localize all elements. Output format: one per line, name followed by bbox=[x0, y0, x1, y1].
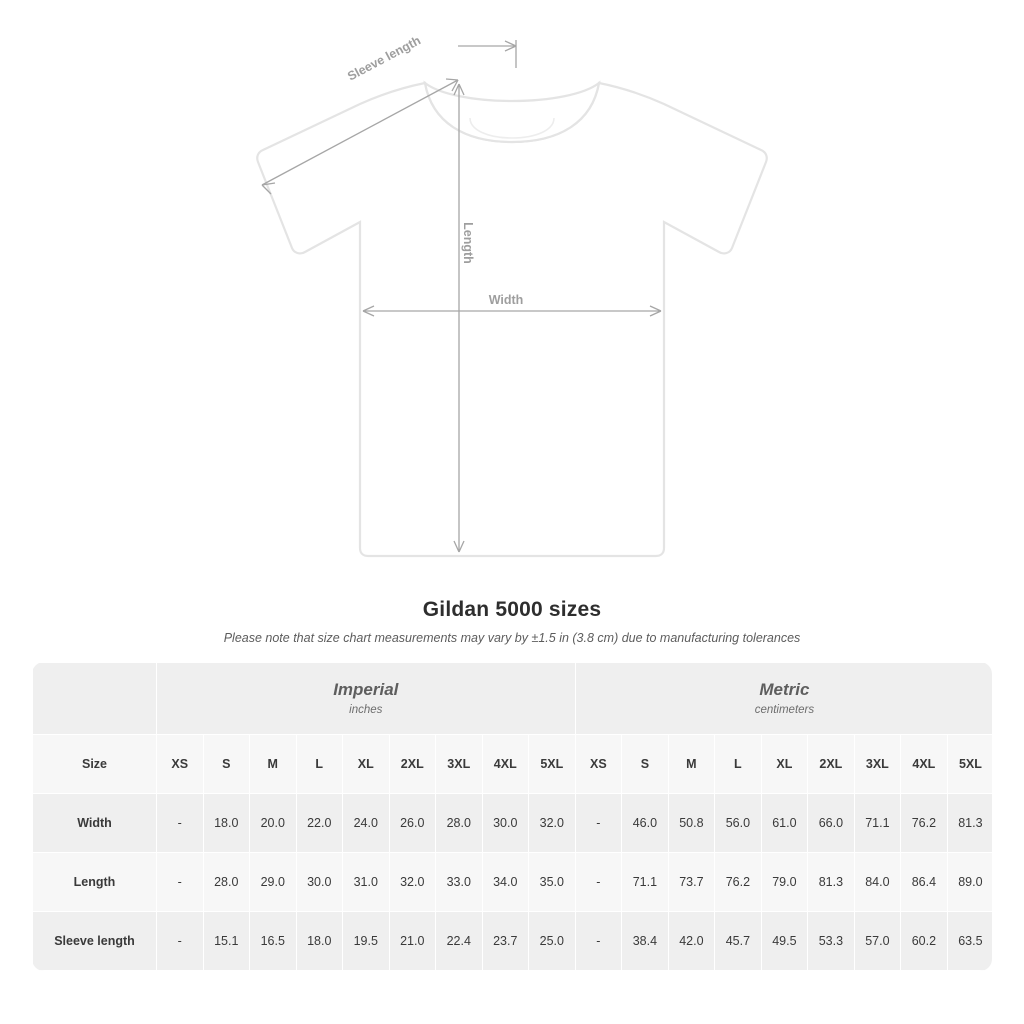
system-metric bbox=[575, 663, 992, 735]
cell-length-metric-4xl: 86.4 bbox=[901, 853, 948, 912]
size-table bbox=[32, 662, 992, 971]
cell-length-imperial-l: 30.0 bbox=[296, 853, 343, 912]
cell-width-imperial-2xl: 26.0 bbox=[389, 794, 436, 853]
cell-sleeve-metric-3xl: 57.0 bbox=[854, 912, 901, 971]
tolerance-note: Please note that size chart measurements may vary by ±1.5 in (3.8 cm) due to manufacturing tolerances bbox=[223, 631, 801, 645]
cell-sleeve-imperial-4xl: 23.7 bbox=[482, 912, 529, 971]
col-head-metric-s: S bbox=[622, 735, 669, 794]
cell-sleeve-imperial-l: 18.0 bbox=[296, 912, 343, 971]
cell-sleeve-imperial-s: 15.1 bbox=[203, 912, 250, 971]
col-head-metric-4xl: 4XL bbox=[901, 735, 948, 794]
col-head-imperial-2xl: 2XL bbox=[389, 735, 436, 794]
col-head-metric-xs: XS bbox=[575, 735, 622, 794]
col-head-imperial-m: M bbox=[250, 735, 297, 794]
cell-length-metric-m: 73.7 bbox=[668, 853, 715, 912]
cell-sleeve-imperial-xl: 19.5 bbox=[343, 912, 390, 971]
cell-sleeve-imperial-2xl: 21.0 bbox=[389, 912, 436, 971]
size-table-wrapper bbox=[32, 662, 992, 971]
col-head-imperial-s: S bbox=[203, 735, 250, 794]
length-label: Length bbox=[461, 222, 475, 264]
system-metric-name: Metric bbox=[759, 680, 810, 700]
cell-width-metric-xl: 61.0 bbox=[761, 794, 808, 853]
cell-width-metric-3xl: 71.1 bbox=[854, 794, 901, 853]
col-head-imperial-xs: XS bbox=[157, 735, 204, 794]
page-title: Gildan 5000 sizes bbox=[422, 598, 602, 621]
size-header-cell: Size bbox=[33, 735, 157, 794]
table-row bbox=[33, 912, 993, 971]
cell-width-imperial-5xl: 32.0 bbox=[529, 794, 576, 853]
cell-sleeve-metric-m: 42.0 bbox=[668, 912, 715, 971]
cell-sleeve-metric-s: 38.4 bbox=[622, 912, 669, 971]
cell-length-imperial-s: 28.0 bbox=[203, 853, 250, 912]
cell-width-imperial-xs: - bbox=[157, 794, 204, 853]
cell-sleeve-imperial-3xl: 22.4 bbox=[436, 912, 483, 971]
table-row bbox=[33, 853, 993, 912]
cell-length-imperial-m: 29.0 bbox=[250, 853, 297, 912]
cell-width-metric-s: 46.0 bbox=[622, 794, 669, 853]
col-head-metric-xl: XL bbox=[761, 735, 808, 794]
cell-length-imperial-xl: 31.0 bbox=[343, 853, 390, 912]
size-header-row bbox=[33, 735, 993, 794]
cell-width-metric-5xl: 81.3 bbox=[947, 794, 992, 853]
col-head-metric-2xl: 2XL bbox=[808, 735, 855, 794]
col-head-imperial-4xl: 4XL bbox=[482, 735, 529, 794]
col-head-metric-3xl: 3XL bbox=[854, 735, 901, 794]
col-head-imperial-3xl: 3XL bbox=[436, 735, 483, 794]
cell-sleeve-metric-l: 45.7 bbox=[715, 912, 762, 971]
cell-length-imperial-xs: - bbox=[157, 853, 204, 912]
cell-sleeve-metric-5xl: 63.5 bbox=[947, 912, 992, 971]
system-imperial-name: Imperial bbox=[333, 680, 399, 700]
sleeve-length-label: Sleeve length bbox=[345, 33, 423, 84]
cell-length-metric-l: 76.2 bbox=[715, 853, 762, 912]
cell-width-metric-m: 50.8 bbox=[668, 794, 715, 853]
cell-width-imperial-xl: 24.0 bbox=[343, 794, 390, 853]
cell-sleeve-metric-4xl: 60.2 bbox=[901, 912, 948, 971]
cell-length-imperial-5xl: 35.0 bbox=[529, 853, 576, 912]
cell-width-metric-xs: - bbox=[575, 794, 622, 853]
cell-width-imperial-3xl: 28.0 bbox=[436, 794, 483, 853]
cell-length-metric-2xl: 81.3 bbox=[808, 853, 855, 912]
cell-sleeve-imperial-xs: - bbox=[157, 912, 204, 971]
cell-length-imperial-4xl: 34.0 bbox=[482, 853, 529, 912]
row-label-length: Length bbox=[33, 853, 157, 912]
system-imperial bbox=[157, 663, 576, 735]
table-row bbox=[33, 794, 993, 853]
col-head-imperial-5xl: 5XL bbox=[529, 735, 576, 794]
cell-width-metric-4xl: 76.2 bbox=[901, 794, 948, 853]
system-metric-unit: centimeters bbox=[754, 704, 815, 717]
cell-sleeve-metric-2xl: 53.3 bbox=[808, 912, 855, 971]
corner-cell bbox=[33, 663, 157, 735]
cell-length-imperial-3xl: 33.0 bbox=[436, 853, 483, 912]
row-label-sleeve-length: Sleeve length bbox=[33, 912, 157, 971]
system-header-row bbox=[33, 663, 993, 735]
cell-width-imperial-l: 22.0 bbox=[296, 794, 343, 853]
cell-length-metric-s: 71.1 bbox=[622, 853, 669, 912]
col-head-metric-l: L bbox=[715, 735, 762, 794]
cell-width-metric-2xl: 66.0 bbox=[808, 794, 855, 853]
cell-sleeve-metric-xs: - bbox=[575, 912, 622, 971]
col-head-imperial-l: L bbox=[296, 735, 343, 794]
cell-sleeve-imperial-5xl: 25.0 bbox=[529, 912, 576, 971]
width-label: Width bbox=[488, 293, 524, 307]
tshirt-shape bbox=[257, 83, 767, 556]
cell-length-metric-xs: - bbox=[575, 853, 622, 912]
cell-length-metric-3xl: 84.0 bbox=[854, 853, 901, 912]
cell-width-metric-l: 56.0 bbox=[715, 794, 762, 853]
cell-width-imperial-4xl: 30.0 bbox=[482, 794, 529, 853]
cell-length-metric-5xl: 89.0 bbox=[947, 853, 992, 912]
col-head-metric-m: M bbox=[668, 735, 715, 794]
cell-width-imperial-m: 20.0 bbox=[250, 794, 297, 853]
row-label-width: Width bbox=[33, 794, 157, 853]
col-head-metric-5xl: 5XL bbox=[947, 735, 992, 794]
col-head-imperial-xl: XL bbox=[343, 735, 390, 794]
cell-length-metric-xl: 79.0 bbox=[761, 853, 808, 912]
cell-length-imperial-2xl: 32.0 bbox=[389, 853, 436, 912]
system-imperial-unit: inches bbox=[349, 704, 383, 717]
cell-sleeve-imperial-m: 16.5 bbox=[250, 912, 297, 971]
cell-width-imperial-s: 18.0 bbox=[203, 794, 250, 853]
cell-sleeve-metric-xl: 49.5 bbox=[761, 912, 808, 971]
